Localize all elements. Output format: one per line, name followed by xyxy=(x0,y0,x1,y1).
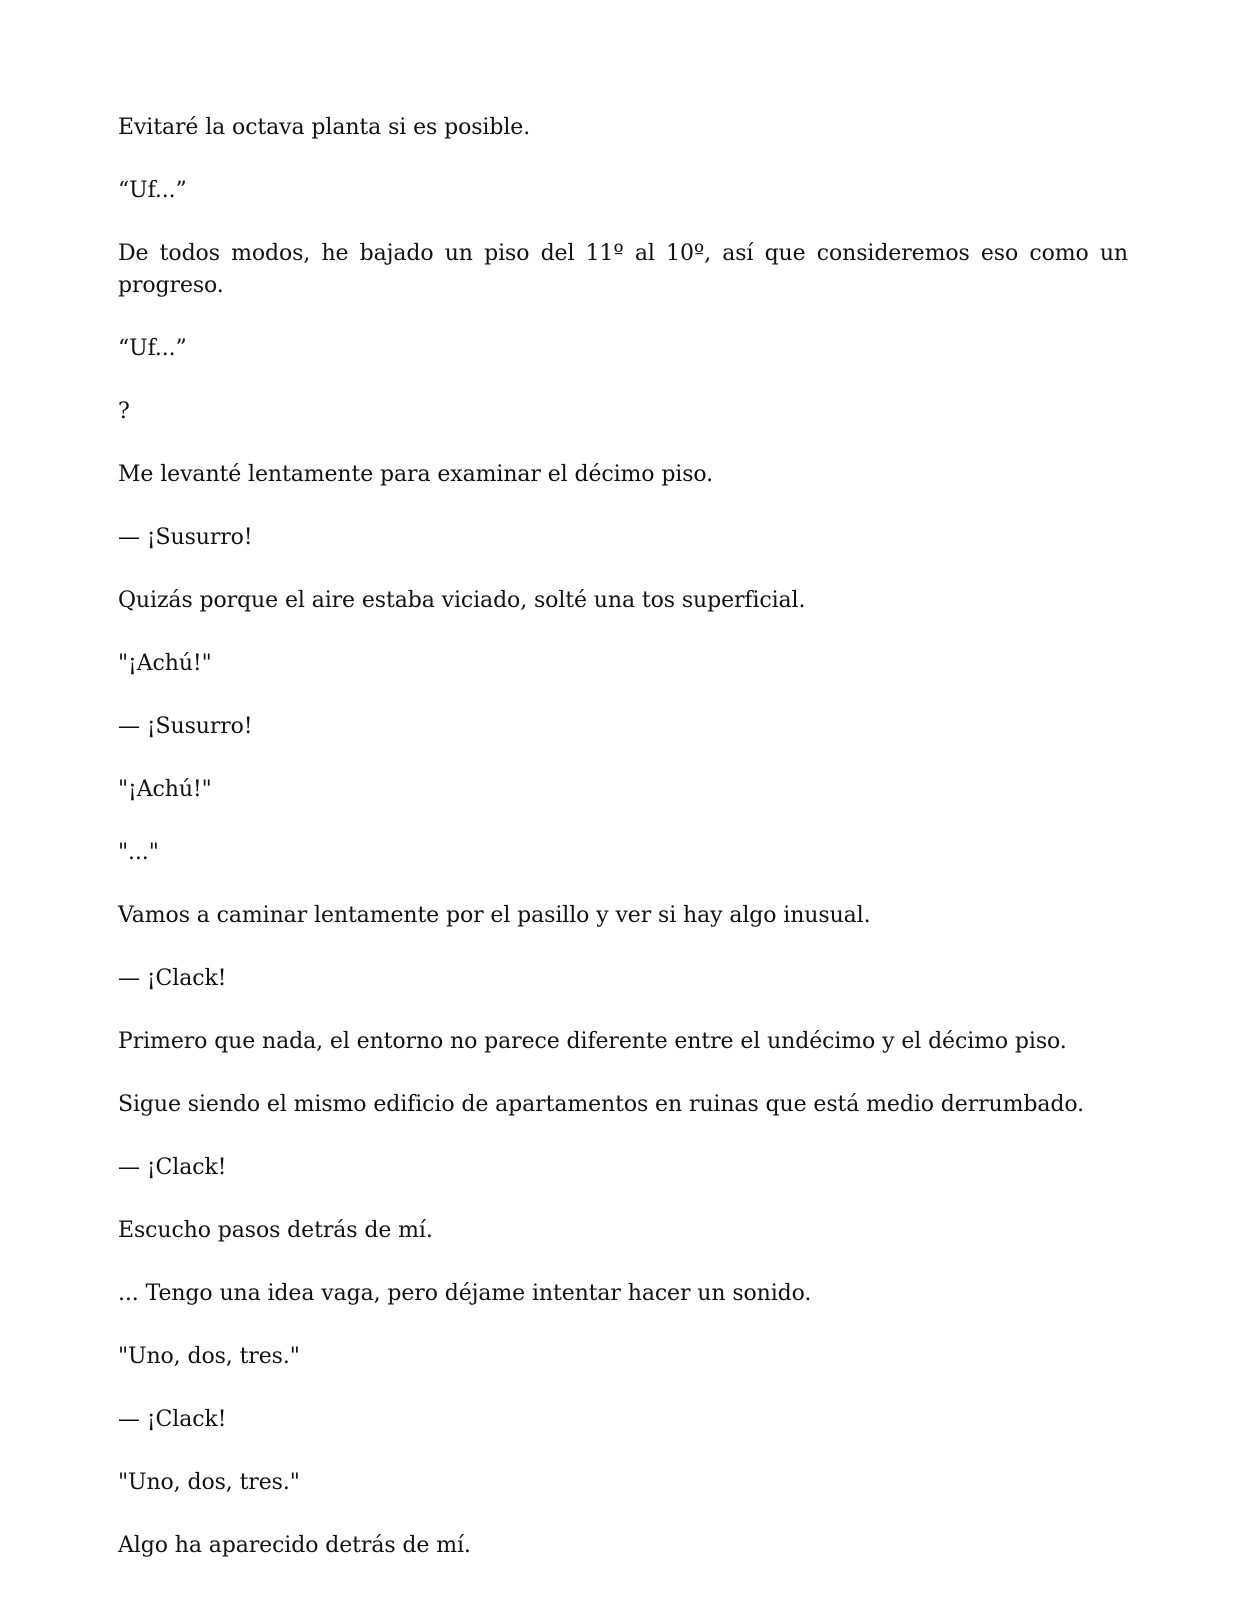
paragraph: — ¡Susurro! xyxy=(118,525,253,550)
paragraph: "¡Achú!" xyxy=(118,777,212,802)
paragraph: Me levanté lentamente para examinar el décimo piso. xyxy=(118,462,714,487)
paragraph: Sigue siendo el mismo edificio de apartamentos en ruinas que está medio derrumbado. xyxy=(118,1092,1084,1117)
paragraph: ? xyxy=(118,399,130,424)
paragraph: "Uno, dos, tres." xyxy=(118,1344,300,1369)
paragraph: Algo ha aparecido detrás de mí. xyxy=(118,1533,471,1558)
paragraph: Vamos a caminar lentamente por el pasillo y ver si hay algo inusual. xyxy=(118,903,871,928)
paragraph: De todos modos, he bajado un piso del 11º al 10º, así que consideremos eso como un progreso. xyxy=(118,241,1128,298)
paragraph: — ¡Susurro! xyxy=(118,714,253,739)
paragraph: Escucho pasos detrás de mí. xyxy=(118,1218,433,1243)
paragraph: — ¡Clack! xyxy=(118,966,227,991)
paragraph: — ¡Clack! xyxy=(118,1155,227,1180)
document-body xyxy=(118,112,1128,1593)
paragraph: “Uf...” xyxy=(118,178,187,203)
paragraph: — ¡Clack! xyxy=(118,1407,227,1432)
paragraph: Evitaré la octava planta si es posible. xyxy=(118,115,531,140)
paragraph: Quizás porque el aire estaba viciado, solté una tos superficial. xyxy=(118,588,806,613)
paragraph: Primero que nada, el entorno no parece diferente entre el undécimo y el décimo piso. xyxy=(118,1029,1067,1054)
paragraph: ... Tengo una idea vaga, pero déjame intentar hacer un sonido. xyxy=(118,1281,812,1306)
paragraph: "..." xyxy=(118,840,159,865)
paragraph: “Uf...” xyxy=(118,336,187,361)
paragraph: "Uno, dos, tres." xyxy=(118,1470,300,1495)
paragraph: "¡Achú!" xyxy=(118,651,212,676)
